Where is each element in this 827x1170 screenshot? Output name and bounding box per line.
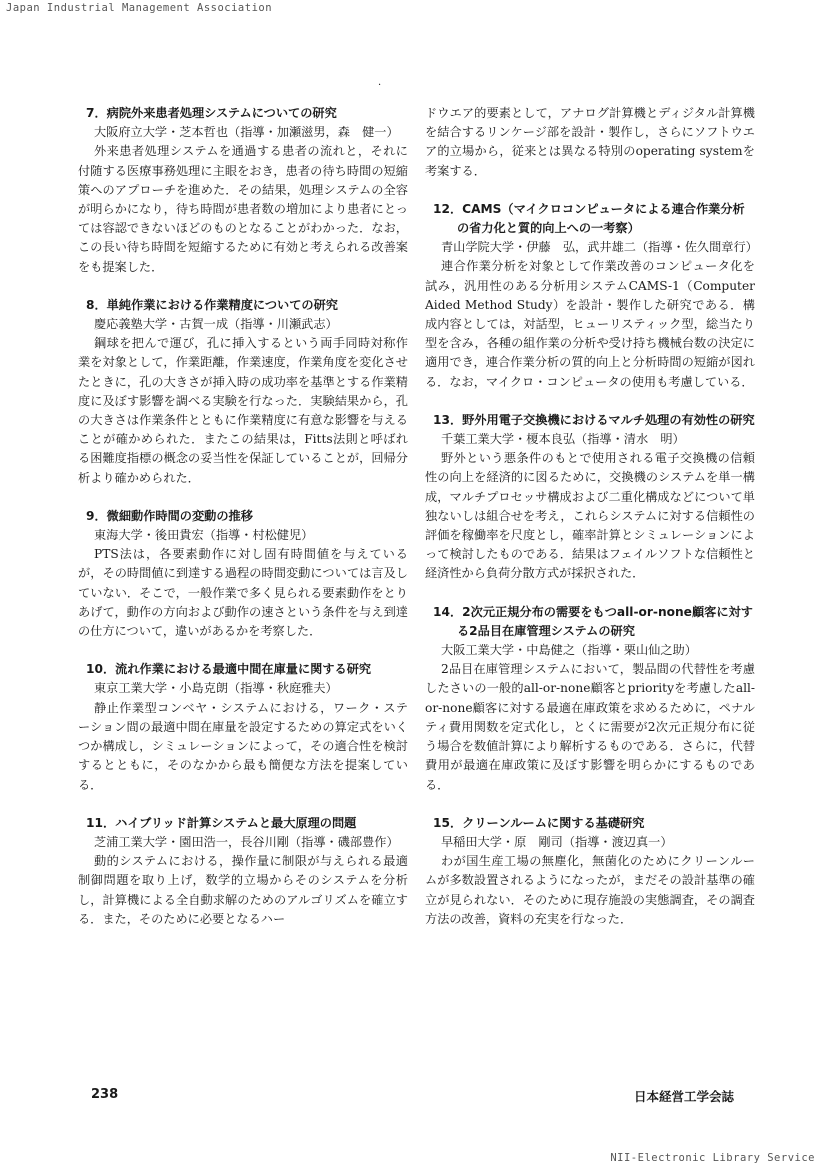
header-organization: Japan Industrial Management Association (6, 2, 273, 14)
section-9 (78, 507, 408, 641)
section-body: PTS法は，各要素動作に対し固有時間値を与えているが，その時間値に到達する過程の時間変動については言及していない．そこで，一般作業で多く見られる要素動作をとりあげて，動作の方向および動作の速さという条件を与え到達の仕方について，違いがあるかを考察した． (78, 547, 408, 639)
section-title: 11．ハイブリッド計算システムと最大原理の問題 (86, 815, 357, 830)
section-title: 14．2次元正規分布の需要をもつall-or-none顧客に対する2品目在庫管理システムの研究 (433, 604, 753, 638)
section-body: 動的システムにおける，操作量に制限が与えられる最適制御問題を取り上げ，数学的立場からそのシステムを分析し，計算機による全自動求解のためのアルゴリズムを確立する．また，そのために必要となるハー (78, 854, 408, 926)
section-title: 7．病院外来患者処理システムについての研究 (86, 106, 337, 120)
section-title: 10．流れ作業における最適中間在庫量に関する研究 (86, 662, 372, 677)
section-body: 連合作業分析を対象として作業改善のコンピュータ化を試み，汎用性のある分析用システムCAMS-1（Computer Aided Method Study）を設計・製作した研究である．構成内容としては，対話型，ヒューリスティック型，総当たり型を含み，各種の組作業の分析や受け持ち機械台数の決定に適用でき，連合作業分析の質的向上と分析時間の短縮が図れる．なお，マイクロ・コンピュータの使用も考慮している． (425, 259, 755, 389)
section-title: 15．クリーンルームに関する基礎研究 (433, 815, 645, 830)
section-author: 大阪府立大学・芝本哲也（指導・加瀬滋男，森 健一） (94, 125, 399, 140)
section-body: ドウエア的要素として，アナログ計算機とディジタル計算機を結合するリンケージ部を設計・製作し，さらにソフトウエア的立場から，従来とは異なる特別のoperating systemを考案する． (425, 106, 755, 178)
section-author: 千葉工業大学・榎本良弘（指導・清水 明） (441, 432, 685, 447)
section-author: 東京工業大学・小島克朗（指導・秋庭雅夫） (94, 681, 338, 696)
section-10 (78, 660, 408, 794)
section-author: 大阪工業大学・中島健之（指導・栗山仙之助） (441, 643, 697, 658)
section-author: 芝浦工業大学・園田浩一，長谷川剛（指導・磯部豊作） (94, 834, 399, 849)
stray-dot: · (378, 80, 382, 91)
section-title: 12．CAMS（マイクロコンピュータによる連合作業分析の省力化と質的向上への一考察） (433, 201, 745, 236)
section-body: 外来患者処理システムを通過する患者の流れと，それに付随する医療事務処理に主眼をおき，患者の待ち時間の短縮策へのアプローチを進めた．その結果，処理システムの全容が明らかになり，待ち時間が患者数の増加により患者にとっては容認できないほどのものとなることがわかった．なお，この長い待ち時間を短縮するために有効と考えられる改善案をも提案した． (78, 144, 408, 274)
section-body: 鋼球を把んで運び，孔に挿入するという両手同時対称作業を対象として，作業距離，作業速度，作業角度を変化させたときに，孔の大きさが挿入時の成功率を基準とする作業精度に及ぼす影響を調べる実験を行なった．実験結果から，孔の大きさは作業条件とともに作業精度に有意な影響を与えることが確かめられた．またこの結果は，Fitts法則と呼ばれる困難度指標の概念の妥当性を保証していることが，回帰分析より確かめられた． (78, 336, 408, 485)
section-title: 8．単純作業における作業精度についての研究 (86, 297, 338, 312)
section-11 (78, 814, 408, 929)
journal-name: 日本経営工学会誌 (633, 1089, 734, 1104)
footer-library: NII-Electronic Library Service (610, 1152, 815, 1164)
section-body: 野外という悪条件のもとで使用される電子交換機の信頼性の向上を経済的に図るために，交換機のシステムを単一構成，マルチプロセッサ構成および二重化構成などについて単独ないしは組合せを考え，これらシステムに対する信頼性の評価を稼働率を尺度とし，確率計算とシミュレーションによって検討したものである．結果はフェイルソフトな信頼性と経済性から負荷分散方式が採択された． (425, 451, 755, 581)
right-column (425, 104, 758, 948)
section-body: わが国生産工場の無塵化，無菌化のためにクリーンルームが多数設置されるようになったが，まだその設計基準の確立が見られない．そのために現存施設の実態調査，その調査方法の改善，資料の充実を行なった． (425, 854, 755, 926)
section-author: 早稲田大学・原 剛司（指導・渡辺真一） (441, 834, 673, 849)
page-number: 238 (91, 1087, 119, 1102)
section-12 (425, 200, 758, 392)
section-title: 13．野外用電子交換機におけるマルチ処理の有効性の研究 (433, 412, 755, 427)
section-7 (78, 104, 408, 277)
section-11-continued (425, 104, 755, 181)
section-title: 9．微細動作時間の変動の推移 (86, 508, 253, 523)
section-author: 東海大学・後田貴宏（指導・村松健児） (94, 528, 314, 543)
section-author: 慶応義塾大学・古賀一成（指導・川瀬武志） (94, 317, 338, 332)
section-8 (78, 296, 408, 488)
section-14 (425, 603, 755, 795)
section-author: 青山学院大学・伊藤 弘，武井雄二（指導・佐久間章行） (441, 240, 758, 255)
section-body: 2品目在庫管理システムにおいて，製品間の代替性を考慮したさいの一般的all-or-none顧客とpriorityを考慮したall-or-none顧客に対する最適在庫政策を求めるために，ペナルティ費用関数を定式化し，とくに需要が2次元正規分布に従う場合を数値計算により解析するものである．さらに，代替費用が最適在庫政策に及ぼす影響を明らかにするものである． (425, 662, 755, 792)
section-15 (425, 814, 755, 929)
section-13 (425, 411, 755, 584)
left-column (78, 104, 408, 948)
section-body: 静止作業型コンベヤ・システムにおける，ワーク・ステーション間の最適中間在庫量を設定するための算定式をいくつか構成し，シミュレーションによって，その適合性を検討するとともに，そのなかから最も簡便な方法を提案している． (78, 700, 408, 792)
